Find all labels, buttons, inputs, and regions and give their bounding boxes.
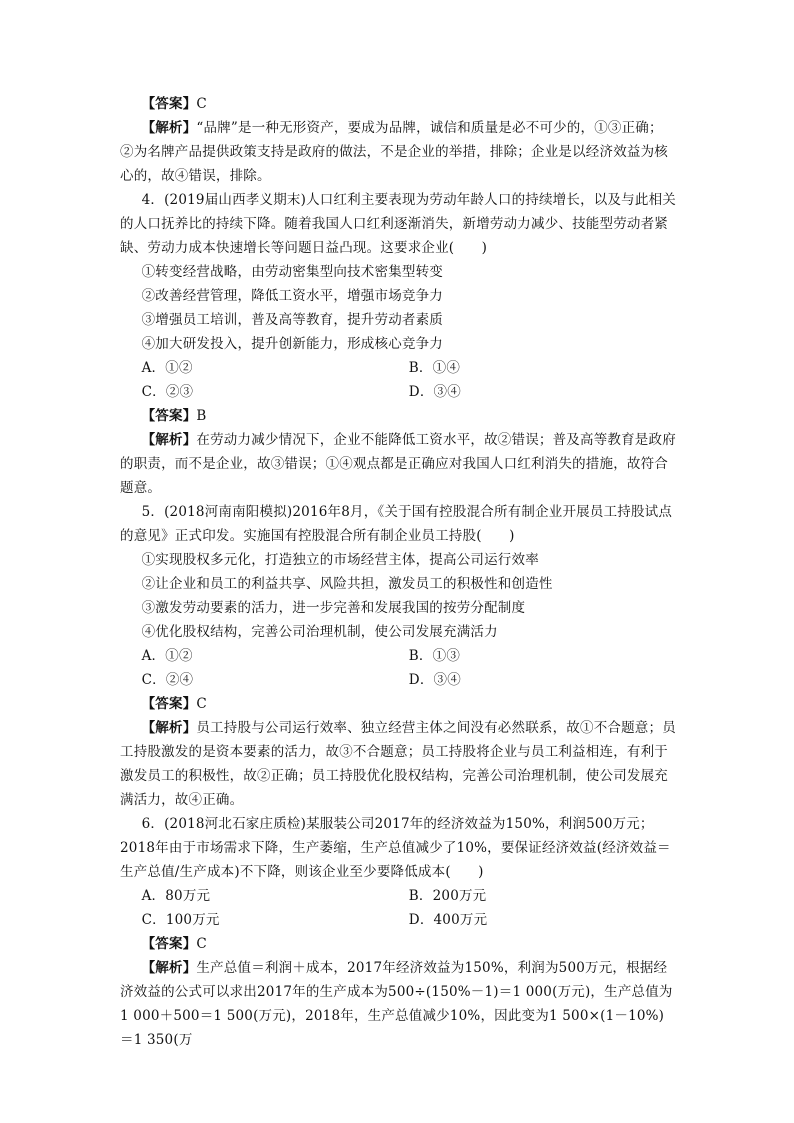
q6-answer: 【答案】C: [141, 936, 207, 952]
question-4-stem: 4．(2019届山西孝义期末)人口红利主要表现为劳动年龄人口的持续增长，以及与此相关的人口抚养比的持续下降。随着我国人口红利逐渐消失，新增劳动力减少、技能型劳动者紧缺、劳动力成本快速增长等问题日益凸现。这要求企业( ): [120, 192, 676, 256]
q6-choice-b: B．200万元: [408, 888, 487, 904]
q4-choice-c: C．②③: [141, 384, 194, 400]
q6-choice-d: D．400万元: [408, 912, 488, 928]
q5-item: ④优化股权结构，完善公司治理机制，使公司发展充满活力: [141, 624, 498, 640]
q4-item: ③增强员工培训，普及高等教育，提升劳动者素质: [141, 312, 443, 328]
q4-choice-d: D．③④: [408, 384, 461, 400]
q5-choice-a: A．①②: [141, 648, 193, 664]
q5-choices-row: [120, 644, 676, 668]
question-6-stem: 6．(2018河北石家庄质检)某服装公司2017年的经济效益为150%，利润500万元；2018年由于市场需求下降，生产萎缩，生产总值减少了10%，要保证经济效益(经济效益＝生产总值/生产成本)不下降，则该企业至少要降低成本( ): [120, 816, 671, 880]
answer-label: 【答案】: [141, 96, 197, 112]
q4-item: ①转变经营战略，由劳动密集型向技术密集型转变: [141, 264, 443, 280]
q4-choices-row: [120, 380, 676, 404]
q4-item: ②改善经营管理，降低工资水平，增强市场竞争力: [141, 288, 443, 304]
analysis-label: 【解析】: [141, 120, 197, 136]
q4-item: ④加大研发投入，提升创新能力，形成核心竞争力: [141, 336, 443, 352]
q5-choices-row: [120, 668, 676, 692]
q6-choices-row: [120, 908, 676, 932]
analysis-block: 【解析】“品牌”是一种无形资产，要成为品牌，诚信和质量是必不可少的，①③正确；②为名牌产品提供政策支持是政府的做法，不是企业的举措，排除；企业是以经济效益为核心的，故④错误，排除。: [120, 120, 668, 184]
answer-block: 【答案】C: [141, 96, 207, 112]
q4-choices-row: [120, 356, 676, 380]
q5-item: ②让企业和员工的利益共享、风险共担，激发员工的积极性和创造性: [141, 576, 553, 592]
q4-answer: 【答案】B: [141, 408, 207, 424]
q5-analysis: 【解析】员工持股与公司运行效率、独立经营主体之间没有必然联系，故①不合题意；员工持股激发的是资本要素的活力，故③不合题意；员工持股将企业与员工利益相连，有利于激发员工的积极性，故②正确；员工持股优化股权结构，完善公司治理机制，使公司发展充满活力，故④正确。: [120, 720, 676, 808]
q6-choice-a: A．80万元: [141, 888, 211, 904]
q5-item: ①实现股权多元化，打造独立的市场经营主体，提高公司运行效率: [141, 552, 539, 568]
q5-answer: 【答案】C: [141, 696, 207, 712]
q4-analysis: 【解析】在劳动力减少情况下，企业不能降低工资水平，故②错误；普及高等教育是政府的职责，而不是企业，故③错误；①④观点都是正确应对我国人口红利消失的措施，故符合题意。: [120, 432, 676, 496]
q4-choice-b: B．①④: [408, 360, 461, 376]
q6-analysis: 【解析】生产总值＝利润＋成本，2017年经济效益为150%，利润为500万元，根据经济效益的公式可以求出2017年的生产成本为500÷(150%－1)＝1 000(万元)，生产总值为1 000＋500＝1 500(万元)，2018年，生产总值减少10%，因此变为1 500×(1－10%)＝1 350(万: [120, 960, 673, 1048]
question-5-stem: 5．(2018河南南阳模拟)2016年8月，《关于国有控股混合所有制企业开展员工持股试点的意见》正式印发。实施国有控股混合所有制企业员工持股( ): [120, 504, 673, 544]
q5-choice-c: C．②④: [141, 672, 194, 688]
q6-choices-row: [120, 884, 676, 908]
q5-item: ③激发劳动要素的活力，进一步完善和发展我国的按劳分配制度: [141, 600, 526, 616]
q4-choice-a: A．①②: [141, 360, 193, 376]
document-body: [120, 92, 676, 1052]
q6-choice-c: C．100万元: [141, 912, 220, 928]
q5-choice-d: D．③④: [408, 672, 461, 688]
q5-choice-b: B．①③: [408, 648, 461, 664]
